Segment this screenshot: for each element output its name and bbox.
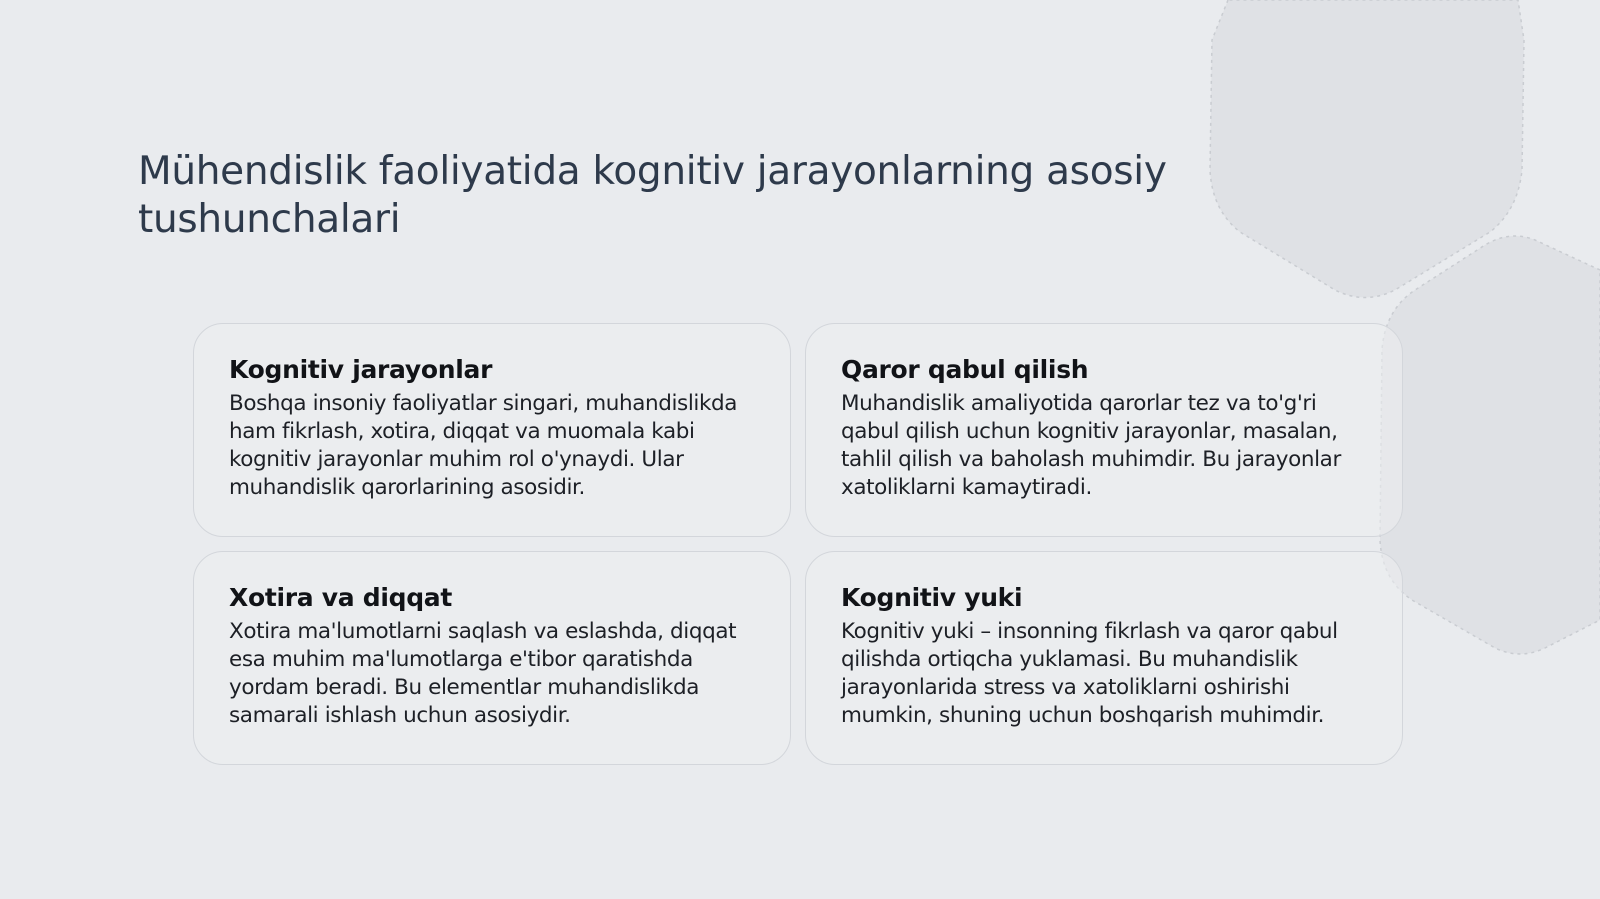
card-heading: Qaror qabul qilish <box>841 355 1089 384</box>
card-kognitiv-yuki <box>805 551 1403 765</box>
card-body: Kognitiv yuki – insonning fikrlash va qaror qabul qilishda ortiqcha yuklamasi. Bu muhandislik jarayonlarida stress va xatoliklarni oshirishi mumkin, shuning uchun boshqarish muhimdir. <box>841 619 1338 728</box>
card-body: Muhandislik amaliyotida qarorlar tez va to'g'ri qabul qilish uchun kognitiv jarayonlar, masalan, tahlil qilish va baholash muhimdir. Bu jarayonlar xatoliklarni kamaytiradi. <box>841 391 1341 500</box>
hexagon-shape-bottom <box>1380 236 1600 654</box>
card-xotira-va-diqqat <box>193 551 791 765</box>
hexagon-shape-top <box>1210 0 1524 298</box>
card-body: Xotira ma'lumotlarni saqlash va eslashda, diqqat esa muhim ma'lumotlarga e'tibor qaratishda yordam beradi. Bu elementlar muhandislikda samarali ishlash uchun asosiydir. <box>229 619 737 728</box>
card-heading: Kognitiv yuki <box>841 583 1023 612</box>
card-heading: Xotira va diqqat <box>229 583 453 612</box>
card-qaror-qabul-qilish <box>805 323 1403 537</box>
card-body: Boshqa insoniy faoliyatlar singari, muhandislikda ham fikrlash, xotira, diqqat va muomala kabi kognitiv jarayonlar muhim rol o'ynaydi. Ular muhandislik qarorlarining asosidir. <box>229 391 738 500</box>
card-heading: Kognitiv jarayonlar <box>229 355 493 384</box>
slide-title: Mühendislik faoliyatida kognitiv jarayonlarning asosiy tushunchalari <box>138 149 1167 242</box>
card-kognitiv-jarayonlar <box>193 323 791 537</box>
